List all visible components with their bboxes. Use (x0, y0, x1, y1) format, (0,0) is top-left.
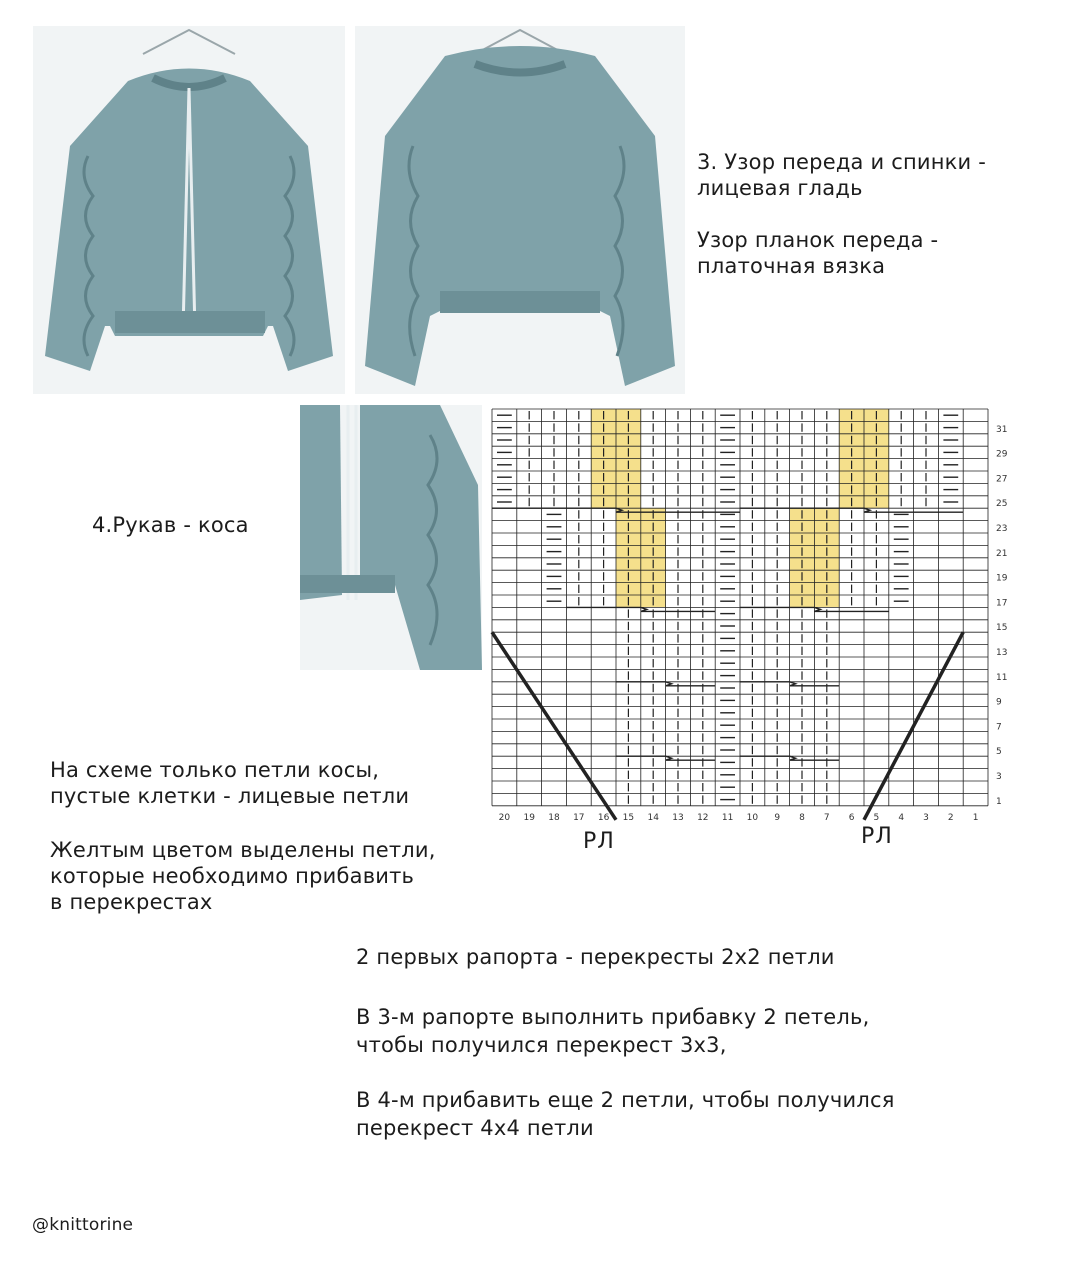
watermark-handle: @knittorine (32, 1215, 134, 1235)
instruction-2-line2: чтобы получился перекрест 3х3, (356, 1033, 727, 1057)
row-label: 9 (996, 697, 1002, 708)
row-label: 15 (996, 623, 1008, 634)
cardigan-photo-front (33, 26, 345, 394)
instruction-3-line2: перекрест 4х4 петли (356, 1116, 594, 1140)
sleeve-label: 4.Рукав - коса (92, 513, 249, 537)
raglan-line-left (492, 632, 616, 820)
cable-knitting-chart (488, 405, 1008, 825)
cardigan-photo-back (355, 26, 685, 394)
column-label: 19 (523, 812, 535, 823)
raglan-marker-left: РЛ (583, 829, 615, 854)
column-label: 17 (573, 812, 585, 823)
column-label: 5 (873, 812, 880, 823)
row-label: 19 (996, 573, 1008, 584)
column-label: 7 (823, 812, 830, 823)
heading-placket-line1: Узор планок переда - (697, 228, 939, 252)
column-label: 13 (672, 812, 684, 823)
column-label: 1 (972, 812, 979, 823)
heading-front-back-line2: лицевая гладь (697, 176, 863, 200)
column-label: 14 (647, 812, 659, 823)
note-yellow-line1: Желтым цветом выделены петли, (50, 838, 436, 862)
heading-placket-line2: платочная вязка (697, 254, 886, 278)
column-label: 4 (898, 812, 905, 823)
column-label: 8 (799, 812, 805, 823)
raglan-marker-right: РЛ (861, 824, 893, 849)
instruction-2-line1: В 3-м рапорте выполнить прибавку 2 петель, (356, 1005, 870, 1029)
row-label: 3 (996, 772, 1002, 782)
row-label: 23 (996, 524, 1008, 534)
column-label: 11 (721, 812, 734, 823)
instruction-3-line1: В 4-м прибавить еще 2 петли, чтобы получился (356, 1088, 895, 1112)
row-label: 17 (996, 598, 1008, 609)
note-yellow-line3: в перекрестах (50, 890, 213, 914)
column-label: 16 (597, 812, 610, 823)
note-yellow-line2: которые необходимо прибавить (50, 864, 415, 888)
column-label: 18 (548, 812, 560, 823)
note-scheme-line1: На схеме только петли косы, (50, 758, 380, 782)
column-label: 20 (498, 812, 511, 823)
row-label: 31 (996, 424, 1008, 435)
note-scheme-line2: пустые клетки - лицевые петли (50, 784, 410, 808)
column-label: 12 (697, 812, 709, 823)
row-label: 21 (996, 548, 1008, 559)
row-label: 13 (996, 648, 1008, 658)
row-label: 5 (996, 747, 1002, 758)
column-label: 15 (622, 812, 635, 823)
column-label: 9 (774, 812, 781, 823)
row-label: 7 (996, 722, 1002, 733)
row-label: 25 (996, 499, 1008, 510)
instruction-1-line1: 2 первых рапорта - перекресты 2х2 петли (356, 945, 835, 969)
column-label: 3 (923, 812, 929, 823)
column-label: 10 (746, 812, 759, 823)
row-label: 11 (996, 672, 1008, 683)
row-label: 27 (996, 474, 1008, 485)
sleeve-photo-detail (300, 405, 482, 670)
row-label: 29 (996, 449, 1008, 460)
column-label: 6 (848, 812, 855, 823)
column-label: 2 (947, 812, 954, 823)
heading-front-back-line1: 3. Узор переда и спинки - (697, 150, 987, 174)
row-label: 1 (996, 796, 1002, 807)
